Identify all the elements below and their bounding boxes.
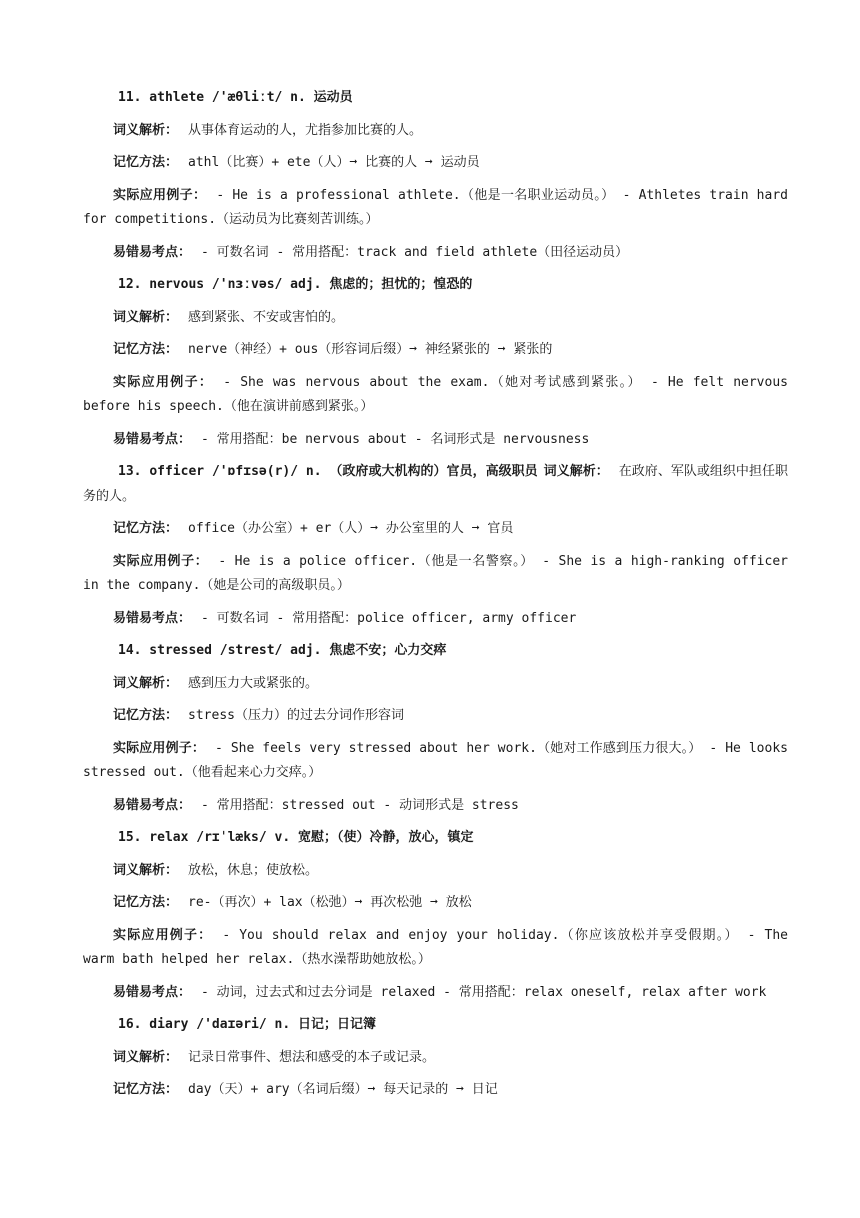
pitfalls-label: 易错易考点： (113, 431, 192, 447)
memory-line (83, 704, 788, 729)
pitfalls-text: - 可数名词 - 常用搭配：track and field athlete（田径运动员） (201, 244, 629, 260)
memory-label: 记忆方法： (113, 895, 179, 910)
pitfalls-line (83, 981, 788, 1006)
vocab-entry (83, 86, 788, 265)
pitfalls-line (83, 428, 788, 453)
meaning-text: 感到压力大或紧张的。 (188, 675, 319, 691)
pitfalls-text: - 常用搭配：stressed out - 动词形式是 stress (201, 797, 519, 813)
pitfalls-line (83, 607, 788, 632)
vocab-entry (83, 273, 788, 452)
pitfalls-label: 易错易考点： (113, 244, 192, 260)
meaning-line (83, 1046, 788, 1071)
examples-label: 实际应用例子： (113, 187, 207, 203)
meaning-text: 在政府、军队或组织中担任职务的人。 (83, 464, 788, 504)
meaning-text: 放松，休息；使放松。 (188, 862, 319, 878)
vocab-entry (83, 1013, 788, 1103)
examples-line (83, 550, 788, 599)
pitfalls-line (83, 794, 788, 819)
entry-headword: 11. athlete /'æθliːt/ n. 运动员 (118, 90, 353, 105)
vocab-entry (83, 639, 788, 818)
examples-line (83, 924, 788, 973)
examples-text: - You should relax and enjoy your holiday.（你应该放松并享受假期。） - The warm bath helped her relax.（热水澡帮助她放松。） (83, 927, 788, 967)
meaning-label: 词义解析： (113, 1049, 179, 1065)
headword-meaning-line (83, 460, 788, 509)
pitfalls-text: - 可数名词 - 常用搭配：police officer, army officer (201, 610, 577, 626)
meaning-label: 词义解析： (113, 675, 179, 691)
examples-label: 实际应用例子： (113, 740, 206, 756)
meaning-label: 词义解析： (543, 464, 609, 479)
meaning-label: 词义解析： (113, 122, 179, 138)
meaning-text: 感到紧张、不安或害怕的。 (188, 309, 345, 325)
pitfalls-label: 易错易考点： (113, 610, 192, 626)
memory-line (83, 338, 788, 363)
memory-label: 记忆方法： (113, 342, 179, 357)
memory-text: athl（比赛）+ ete（人）➞ 比赛的人 ➞ 运动员 (188, 155, 480, 170)
pitfalls-text: - 常用搭配：be nervous about - 名词形式是 nervousness (201, 431, 590, 447)
pitfalls-label: 易错易考点： (113, 797, 192, 813)
meaning-label: 词义解析： (113, 862, 179, 878)
entry-headword: 15. relax /rɪˈlæks/ v. 宽慰；（使）冷静，放心，镇定 (118, 830, 474, 845)
examples-text: - He is a professional athlete.（他是一名职业运动员。） - Athletes train hard for competitions.（运动员为比赛刻苦训练。） (83, 187, 788, 227)
examples-text: - She was nervous about the exam.（她对考试感到紧张。） - He felt nervous before his speech.（他在演讲前感到紧张。） (83, 374, 788, 414)
examples-line (83, 184, 788, 233)
pitfalls-text: - 动词，过去式和过去分词是 relaxed - 常用搭配：relax oneself, relax after work (201, 984, 767, 1000)
memory-label: 记忆方法： (113, 521, 179, 536)
memory-text: nerve（神经）+ ous（形容词后缀）➞ 神经紧张的 ➞ 紧张的 (188, 342, 553, 357)
examples-line (83, 737, 788, 786)
memory-line (83, 151, 788, 176)
memory-text: day（天）+ ary（名词后缀）➞ 每天记录的 ➞ 日记 (188, 1082, 498, 1097)
entry-headword: 13. officer /'ɒfɪsə(r)/ n. （政府或大机构的）官员，高级职员 (118, 464, 538, 479)
meaning-line (83, 119, 788, 144)
meaning-text: 记录日常事件、想法和感受的本子或记录。 (188, 1049, 436, 1065)
entry-headword: 16. diary /'daɪəri/ n. 日记；日记簿 (118, 1017, 377, 1032)
examples-label: 实际应用例子： (113, 374, 214, 390)
entry-headword: 12. nervous /'nɜːvəs/ adj. 焦虑的；担忧的；惶恐的 (118, 277, 473, 292)
memory-line (83, 891, 788, 916)
examples-text: - He is a police officer.（他是一名警察。） - She is a high-ranking officer in the company.（她是公司的高级职员。） (83, 553, 788, 593)
meaning-label: 词义解析： (113, 309, 179, 325)
pitfalls-label: 易错易考点： (113, 984, 192, 1000)
vocab-entry (83, 460, 788, 631)
memory-line (83, 517, 788, 542)
memory-text: stress（压力）的过去分词作形容词 (188, 708, 404, 723)
memory-text: re-（再次）+ lax（松弛）➞ 再次松弛 ➞ 放松 (188, 895, 472, 910)
examples-line (83, 371, 788, 420)
memory-label: 记忆方法： (113, 155, 179, 170)
examples-text: - She feels very stressed about her work.（她对工作感到压力很大。） - He looks stressed out.（他看起来心力交瘁。） (83, 740, 788, 780)
memory-text: office（办公室）+ er（人）➞ 办公室里的人 ➞ 官员 (188, 521, 514, 536)
meaning-line (83, 306, 788, 331)
memory-label: 记忆方法： (113, 1082, 179, 1097)
memory-line (83, 1078, 788, 1103)
examples-label: 实际应用例子： (113, 553, 209, 569)
meaning-line (83, 672, 788, 697)
memory-label: 记忆方法： (113, 708, 179, 723)
examples-label: 实际应用例子： (113, 927, 213, 943)
pitfalls-line (83, 241, 788, 266)
vocab-entry (83, 826, 788, 1005)
meaning-line (83, 859, 788, 884)
entry-headword: 14. stressed /strest/ adj. 焦虑不安；心力交瘁 (118, 643, 447, 658)
meaning-text: 从事体育运动的人，尤指参加比赛的人。 (188, 122, 423, 138)
